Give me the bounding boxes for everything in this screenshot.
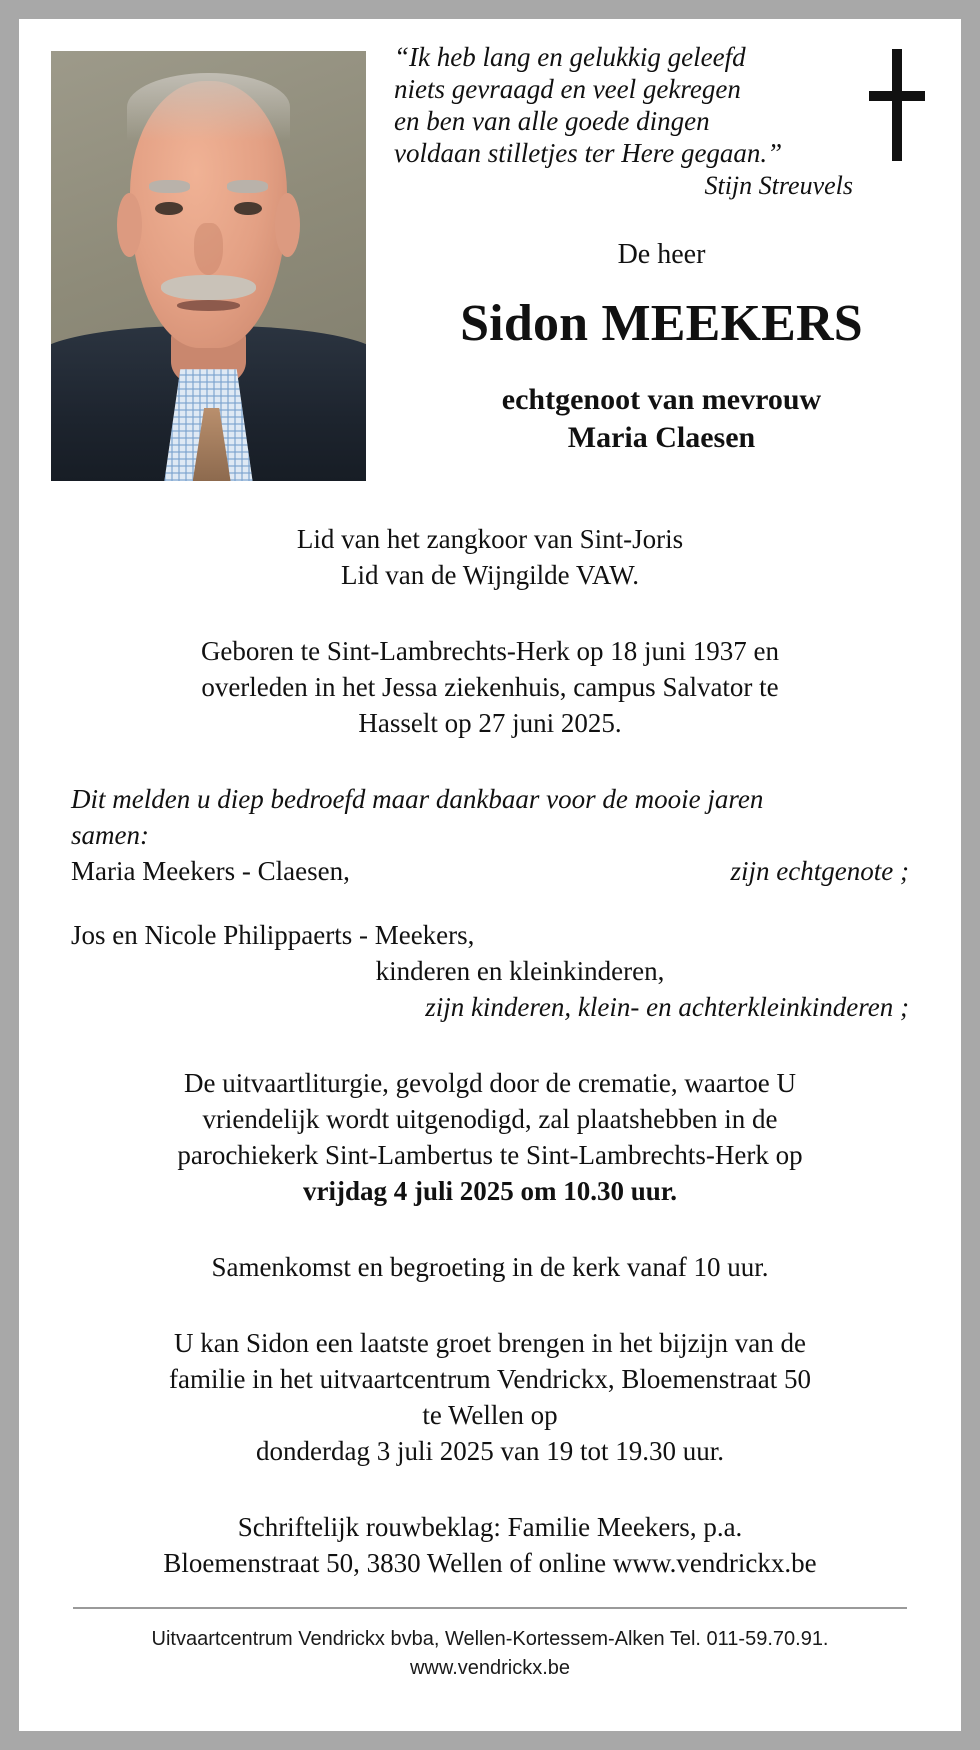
headline-column — [366, 41, 929, 457]
membership-line: Lid van het zangkoor van Sint-Joris — [296, 524, 684, 554]
footer-line: www.vendrickx.be — [409, 1657, 571, 1679]
card-outer-frame — [10, 10, 970, 1740]
liturgy-line: vriendelijk wordt uitgenodigd, zal plaatshebben in de — [202, 1104, 778, 1134]
portrait-photo — [51, 51, 366, 481]
footer-line: Uitvaartcentrum Vendrickx bvba, Wellen-Kortessem-Alken Tel. 011-59.70.91. — [151, 1628, 829, 1650]
family-block-children — [69, 917, 911, 1025]
family-member-relation: zijn kinderen, klein- en achterkleinkinderen ; — [425, 992, 909, 1022]
condolences-line: Schriftelijk rouwbeklag: Familie Meekers, p.a. — [237, 1512, 743, 1542]
quote-line: niets gevraagd en veel gekregen — [394, 74, 741, 104]
membership-line: Lid van de Wijngilde VAW. — [341, 560, 639, 590]
liturgy-info — [69, 1065, 911, 1209]
life-dates-line: Hasselt op 27 juni 2025. — [358, 708, 622, 738]
liturgy-datetime: vrijdag 4 juli 2025 om 10.30 uur. — [302, 1176, 678, 1206]
life-dates — [69, 633, 911, 741]
visitation-line: familie in het uitvaartcentrum Vendrickx, Bloemenstraat 50 — [168, 1364, 812, 1394]
quote-line: en ben van alle goede dingen — [394, 106, 710, 136]
visitation-line: te Wellen op — [422, 1400, 558, 1430]
deceased-title: De heer — [617, 239, 706, 270]
visitation-datetime: donderdag 3 juli 2025 van 19 tot 19.30 uur. — [256, 1436, 724, 1466]
spouse-relation — [394, 381, 929, 457]
header-region — [51, 41, 929, 481]
family-row — [69, 853, 911, 889]
life-dates-line: Geboren te Sint-Lambrechts-Herk op 18 juni 1937 en — [200, 636, 780, 666]
life-dates-line: overleden in het Jessa ziekenhuis, campus Salvator te — [201, 672, 779, 702]
liturgy-line: De uitvaartliturgie, gevolgd door de crematie, waartoe U — [183, 1068, 797, 1098]
footer-divider — [73, 1607, 907, 1609]
quote-line: “Ik heb lang en gelukkig geleefd — [394, 42, 746, 72]
condolences-line: Bloemenstraat 50, 3830 Wellen of online www.vendrickx.be — [163, 1548, 817, 1578]
announcement-intro — [69, 781, 911, 853]
memorial-quote — [394, 41, 929, 203]
quote-author: Stijn Streuvels — [704, 171, 853, 200]
quote-line: voldaan stilletjes ter Here gegaan.” — [394, 138, 783, 168]
family-member-relation: zijn echtgenote ; — [730, 856, 909, 886]
condolences-info — [69, 1509, 911, 1581]
announcement-intro-line: samen: — [71, 820, 149, 850]
liturgy-line: parochiekerk Sint-Lambertus te Sint-Lambrechts-Herk op — [177, 1140, 803, 1170]
memberships — [69, 521, 911, 593]
family-member-descendants: kinderen en kleinkinderen, — [375, 956, 665, 986]
family-member-name: Maria Meekers - Claesen, — [71, 856, 350, 886]
memorial-card — [19, 19, 961, 1731]
visitation-line: U kan Sidon een laatste groet brengen in het bijzijn van de — [173, 1328, 807, 1358]
announcement-intro-line: Dit melden u diep bedroefd maar dankbaar voor de mooie jaren — [71, 784, 764, 814]
visitation-info — [69, 1325, 911, 1469]
portrait-column — [51, 41, 366, 481]
spouse-prefix: echtgenoot van mevrouw — [501, 383, 822, 416]
card-body — [51, 521, 929, 1683]
funeral-home-footer — [69, 1625, 911, 1683]
gathering-info: Samenkomst en begroeting in de kerk vanaf 10 uur. — [211, 1252, 769, 1282]
spouse-name: Maria Claesen — [567, 421, 756, 454]
family-member-name: Jos en Nicole Philippaerts - Meekers, — [71, 920, 475, 950]
deceased-name: Sidon MEEKERS — [460, 295, 863, 352]
